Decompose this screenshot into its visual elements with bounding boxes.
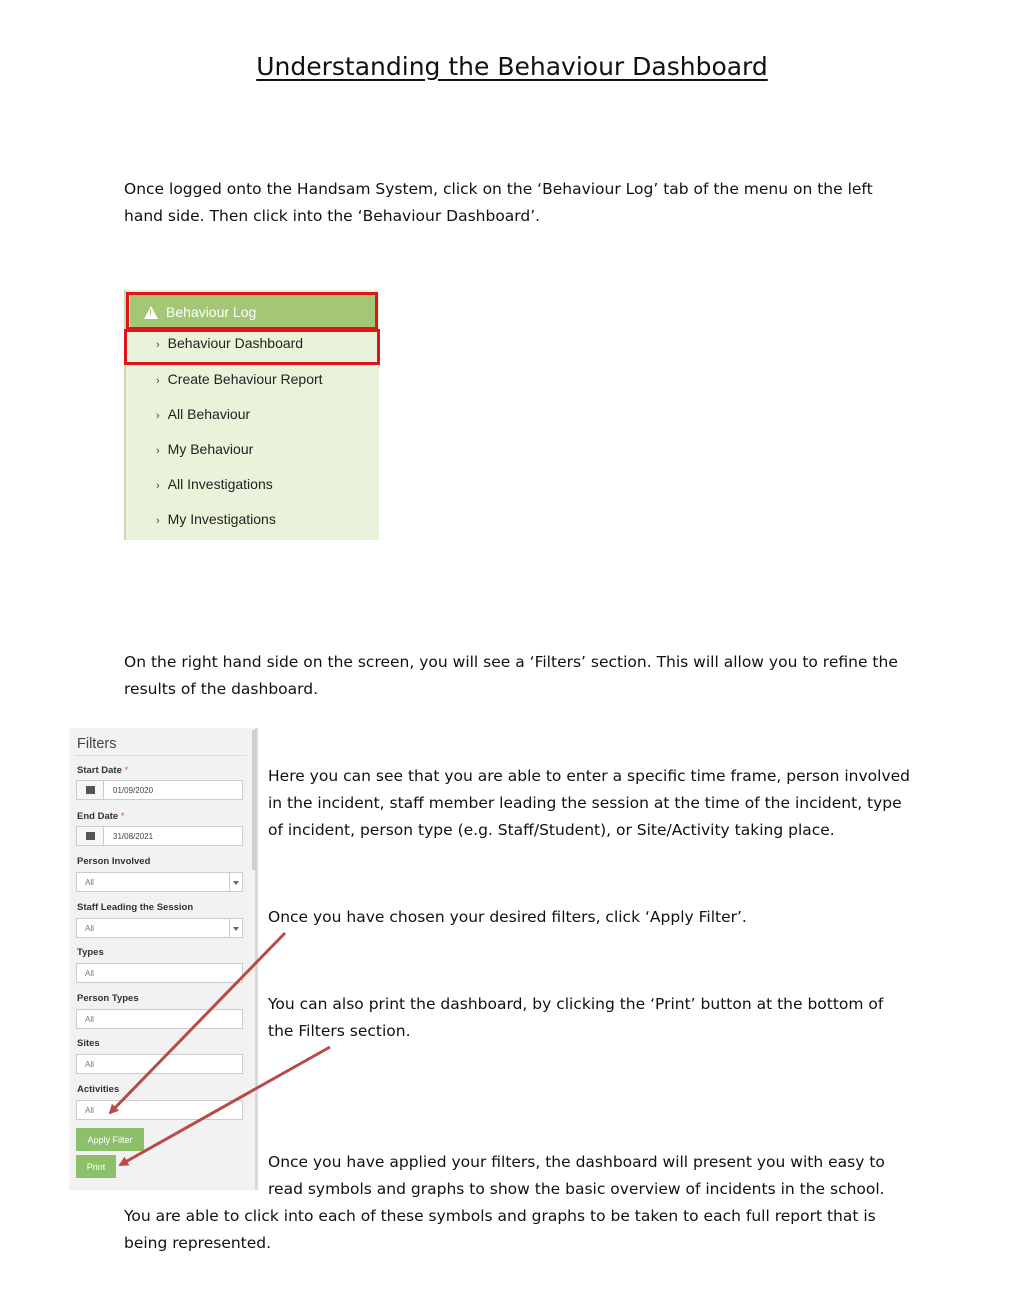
chevron-right-icon: › [156,515,160,527]
chevron-right-icon: › [156,339,160,351]
final-line-4: being represented. [124,1234,272,1252]
activities-value: All [85,1106,94,1115]
print-line-1: You can also print the dashboard, by clicking the ‘Print’ button at the bottom of [268,995,884,1013]
staff-leading-label: Staff Leading the Session [77,902,194,913]
chevron-right-icon: › [156,375,160,387]
final-line-2: read symbols and graphs to show the basic overview of incidents in the school. [268,1180,885,1198]
person-involved-label: Person Involved [77,856,151,867]
timeframe-line-2: in the incident, staff member leading the session at the time of the incident, type [268,794,902,812]
filters-line-2: results of the dashboard. [124,680,319,698]
end-date-label-text: End Date [77,811,119,822]
sites-label: Sites [77,1038,100,1049]
intro-line-1: Once logged onto the Handsam System, click on the ‘Behaviour Log’ tab of the menu on the left [124,180,873,198]
chevron-right-icon: › [156,410,160,422]
activities-label: Activities [77,1084,120,1095]
filters-title: Filters [77,736,117,752]
intro-line-2: hand side. Then click into the ‘Behaviour Dashboard’. [124,207,541,225]
apply-line: Once you have chosen your desired filters, click ‘Apply Filter’. [268,908,747,926]
chevron-right-icon: › [156,480,160,492]
menu-header-label: Behaviour Log [166,304,257,320]
required-mark: * [124,765,129,776]
page-title: Understanding the Behaviour Dashboard [256,52,768,81]
types-value: All [85,969,94,978]
menu-item-label: Create Behaviour Report [167,371,323,387]
final-line-3: You are able to click into each of these symbols and graphs to be taken to each full report that is [124,1207,876,1225]
person-types-value: All [85,1015,94,1024]
menu-item-label: My Investigations [167,511,276,527]
person-involved-value: All [85,878,94,887]
menu-item-label: My Behaviour [167,441,254,457]
apply-filter-button[interactable]: Apply Filter [76,1128,144,1151]
start-date-value: 01/09/2020 [113,786,154,795]
end-date-value: 31/08/2021 [113,832,154,841]
start-date-label-text: Start Date [77,765,122,776]
required-mark: * [120,811,125,822]
staff-leading-value: All [85,924,94,933]
filters-line-1: On the right hand side on the screen, you will see a ‘Filters’ section. This will allow you to refine the [124,653,898,671]
final-line-1: Once you have applied your filters, the dashboard will present you with easy to [268,1153,885,1171]
timeframe-line-3: of incident, person type (e.g. Staff/Student), or Site/Activity taking place. [268,821,835,839]
menu-item-label: All Behaviour [167,406,251,422]
menu-item-label: Behaviour Dashboard [167,335,304,351]
chevron-right-icon: › [156,445,160,457]
sites-value: All [85,1060,94,1069]
types-label: Types [77,947,104,958]
arrow-to-print [120,1047,330,1165]
person-types-label: Person Types [77,993,139,1004]
print-line-2: the Filters section. [268,1022,411,1040]
print-button[interactable]: Print [76,1155,116,1178]
menu-item-label: All Investigations [167,476,273,492]
timeframe-line-1: Here you can see that you are able to enter a specific time frame, person involved [268,767,910,785]
